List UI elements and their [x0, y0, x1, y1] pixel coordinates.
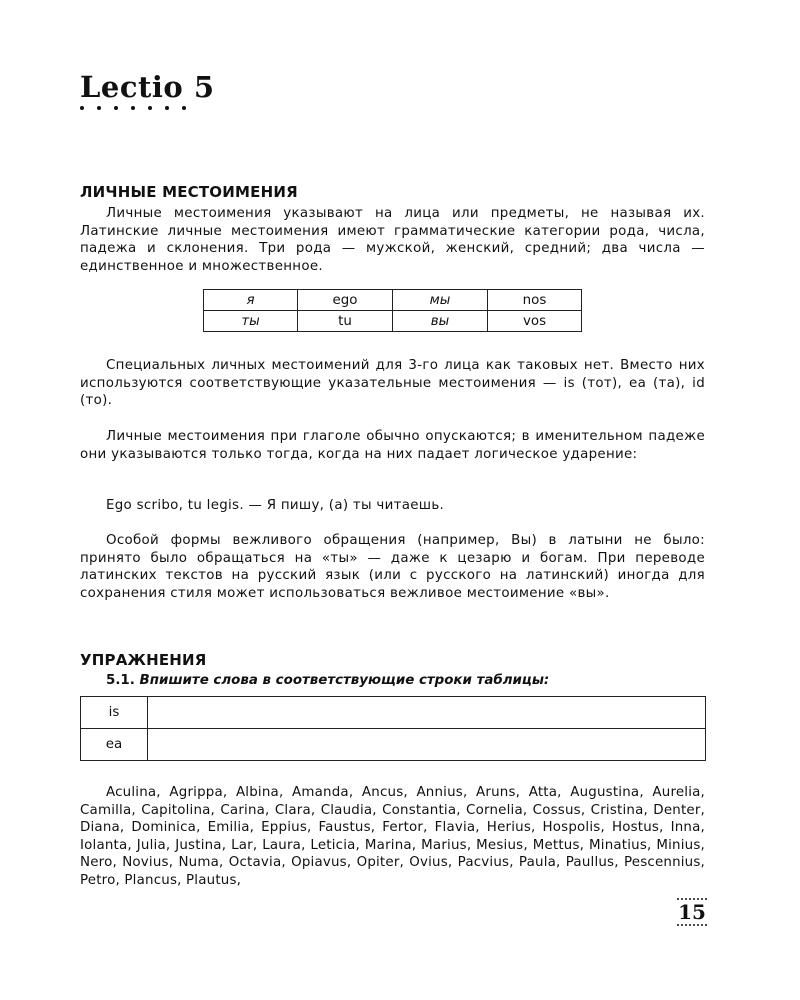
table-cell: tu — [298, 311, 393, 332]
section-heading-exercises: УПРАЖНЕНИЯ — [80, 651, 207, 669]
exercise-row-label: ea — [81, 729, 148, 761]
exercise-instruction — [106, 673, 549, 688]
table-row — [204, 311, 582, 332]
page-number-block — [677, 898, 707, 926]
table-cell: вы — [393, 311, 488, 332]
exercise-answer-cell[interactable] — [148, 729, 706, 761]
table-cell: мы — [393, 290, 488, 311]
exercise-row-label: is — [81, 697, 148, 729]
table-row — [204, 290, 582, 311]
names-list: Aculina, Agrippa, Albina, Amanda, Ancus, Annius, Aruns, Atta, Augustina, Aurelia, Camilla, Capitolina, Carina, Clara, Claudia, Constantia, Cornelia, Cossus, Cristina, Denter, Diana, Dominica, Emilia, Eppius, Faustus, Fertor, Flavia, Herius, Hospolis, Hostus, Inna, Iolanta, Julia, Justina, Lar, Laura, Leticia, Marina, Marius, Mesius, Mettus, Minatius, Minius, Nero, Novius, Numa, Octavia, Opiavus, Opiter, Ovius, Pacvius, Paula, Paullus, Pescennius, Petro, Plancus, Plautus, — [80, 785, 705, 888]
table-cell: ego — [298, 290, 393, 311]
exercise-instruction-text: Впишите слова в соответствующие строки таблицы: — [139, 673, 550, 688]
title-dots-decoration — [80, 106, 186, 110]
section-heading-personal-pronouns: ЛИЧНЫЕ МЕСТОИМЕНИЯ — [80, 183, 298, 201]
paragraph-omission: Личные местоимения при глаголе обычно опускаются; в именительном падеже они указываются только тогда, когда на них падает логическое ударение: — [80, 429, 705, 462]
page-number: 15 — [678, 900, 706, 924]
table-cell: nos — [488, 290, 582, 311]
page-number-dots-bottom — [677, 924, 707, 926]
lesson-title: Lectio 5 — [80, 70, 215, 104]
paragraph-third-person: Специальных личных местоимений для 3-го лица как таковых нет. Вместо них используются соответствующие указательные местоимения — is (тот), ea (та), id (то). — [80, 358, 705, 409]
table-cell: ты — [204, 311, 298, 332]
table-row — [81, 697, 706, 729]
paragraph-polite-form: Особой формы вежливого обращения (например, Вы) в латыни не было: принято было обращаться на «ты» — даже к цезарю и богам. При переводе латинских текстов на русский язык (или с русского на латинский) иногда для сохранения стиля может использоваться вежливое местоимение «вы». — [80, 533, 705, 601]
table-cell: vos — [488, 311, 582, 332]
exercise-answer-cell[interactable] — [148, 697, 706, 729]
exercise-number: 5.1. — [106, 673, 135, 688]
example-sentence: Ego scribo, tu legis. — Я пишу, (а) ты читаешь. — [106, 498, 445, 513]
exercise-table — [80, 696, 706, 761]
pronoun-table — [203, 289, 582, 332]
table-row — [81, 729, 706, 761]
table-cell: я — [204, 290, 298, 311]
intro-paragraph: Личные местоимения указывают на лица или предметы, не называя их. Латинские личные местоимения имеют грамматические категории рода, числа, падежа и склонения. Три рода — мужской, женский, средний; два числа — единственное и множественное. — [80, 206, 705, 274]
